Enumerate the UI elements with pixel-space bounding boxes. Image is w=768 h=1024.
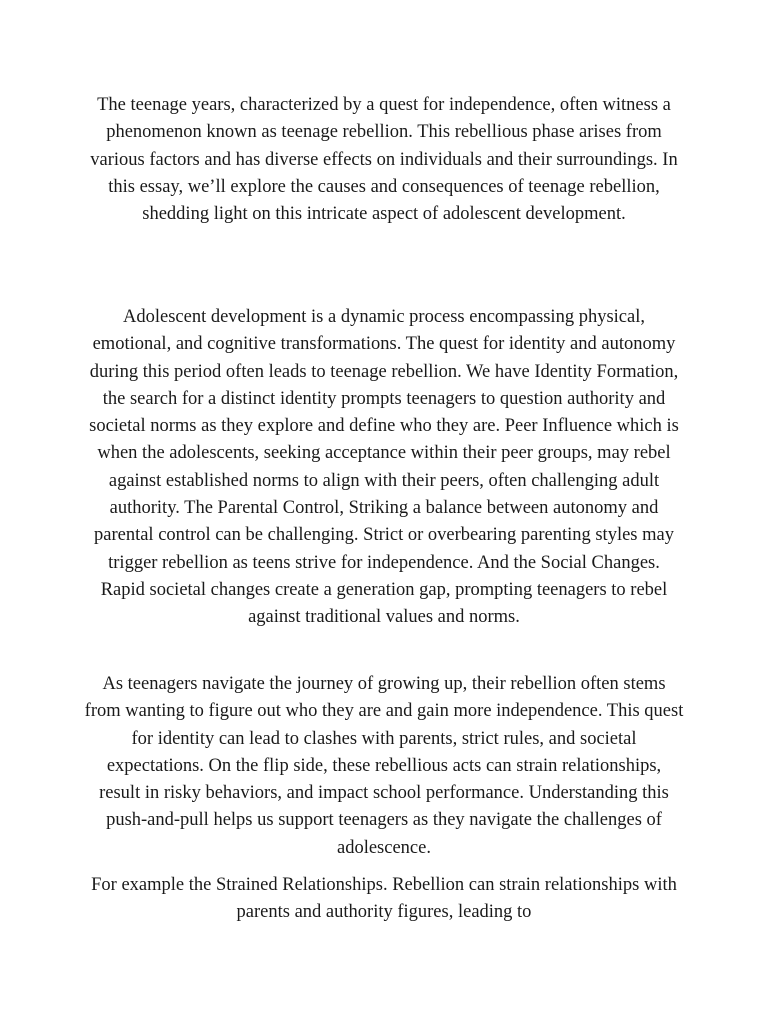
paragraph-introduction: The teenage years, characterized by a quest for independence, often witness a phenomenon known as teenage rebellion. This rebellious phase arises from various factors and has diverse effects on individuals and their surroundings. In this essay, we’ll explore the causes and consequences of teenage rebellion, shedding light on this intricate aspect of adolescent development. [90, 95, 678, 225]
paragraph-navigating-growth: As teenagers navigate the journey of growing up, their rebellion often stems from wanting to figure out who they are and gain more independence. This quest for identity can lead to clashes with parents, strict rules, and societal expectations. On the flip side, these rebellious acts can strain relationships, result in risky behaviors, and impact school performance. Understanding this push-and-pull helps us support teenagers as they navigate the challenges of adolescence. [84, 674, 684, 858]
paragraph-adolescent-development: Adolescent development is a dynamic process encompassing physical, emotional, and cognitive transformations. The quest for identity and autonomy during this period often leads to teenage rebellion. We have Identity Formation, the search for a distinct identity prompts teenagers to question authority and societal norms as they explore and define who they are. Peer Influence which is when the adolescents, seeking acceptance within their peer groups, may rebel against established norms to align with their peers, often challenging adult authority. The Parental Control, Striking a balance between autonomy and parental control can be challenging. Strict or overbearing parenting styles may trigger rebellion as teens strive for independence. And the Social Changes. Rapid societal changes create a generation gap, prompting teenagers to rebel against traditional values and norms. [89, 307, 679, 628]
paragraph-strained-relationships: For example the Strained Relationships. Rebellion can strain relationships with parents and authority figures, leading to [91, 875, 677, 923]
